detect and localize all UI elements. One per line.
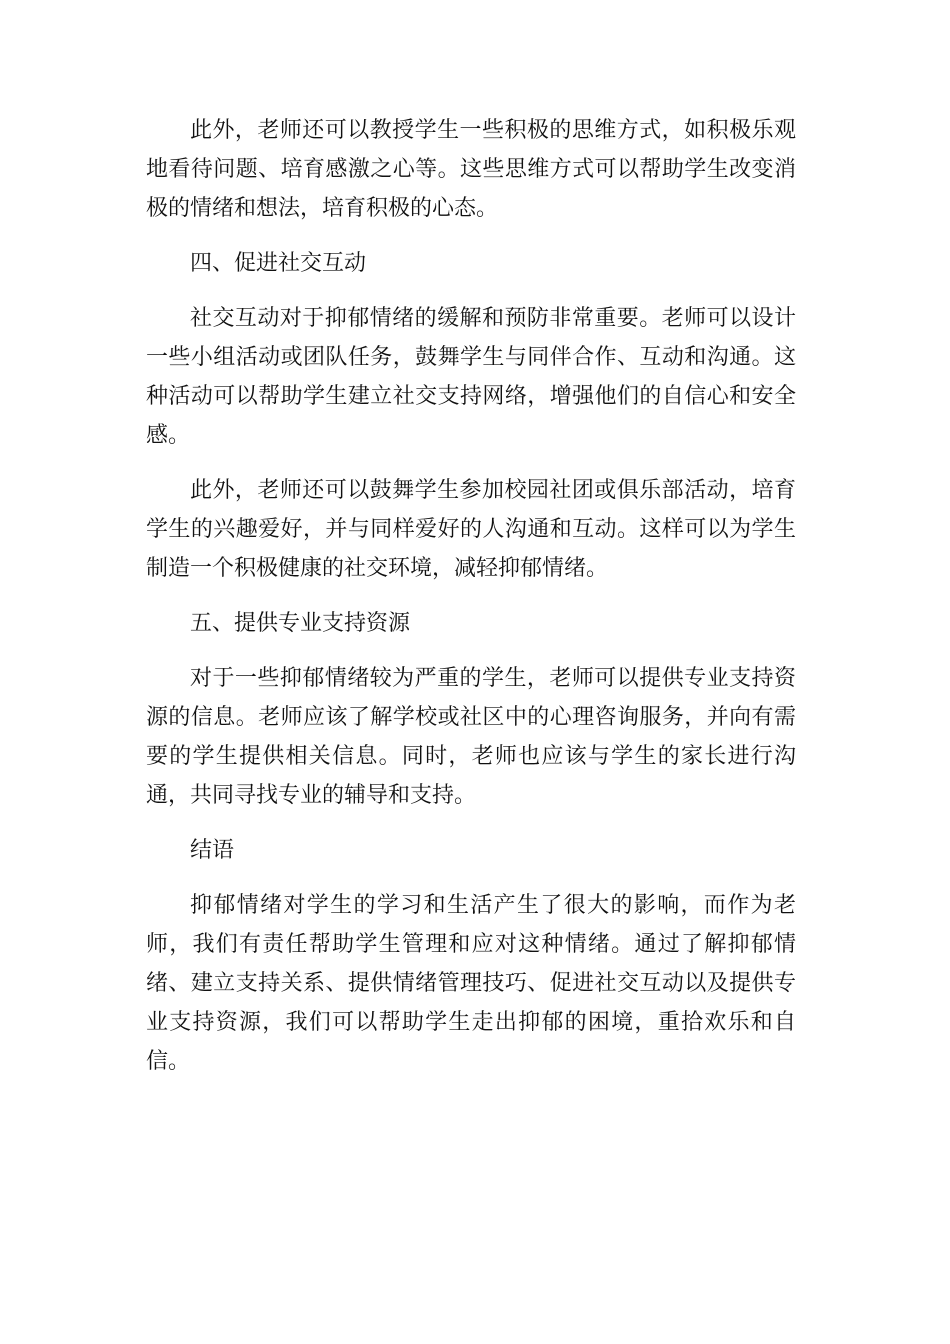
- paragraph-conclusion: 抑郁情绪对学生的学习和生活产生了很大的影响，而作为老师，我们有责任帮助学生管理和应对这种情绪。通过了解抑郁情绪、建立支持关系、提供情绪管理技巧、促进社交互动以及提供专业支持资源，我们可以帮助学生走出抑郁的困境，重拾欢乐和自信。: [146, 893, 796, 1074]
- section-heading-social-interaction: 四、促进社交互动: [190, 251, 367, 276]
- paragraph-thinking-methods: 此外，老师还可以教授学生一些积极的思维方式，如积极乐观地看待问题、培育感激之心等。这些思维方式可以帮助学生改变消极的情绪和想法，培育积极的心态。: [146, 118, 796, 221]
- document-body: [146, 111, 796, 1097]
- paragraph-clubs: 此外，老师还可以鼓舞学生参加校园社团或俱乐部活动，培育学生的兴趣爱好，并与同样爱好的人沟通和互动。这样可以为学生制造一个积极健康的社交环境，减轻抑郁情绪。: [146, 478, 796, 581]
- section-heading-conclusion: 结语: [190, 838, 235, 863]
- section-heading-professional-support: 五、提供专业支持资源: [190, 611, 411, 636]
- paragraph-professional-resources: 对于一些抑郁情绪较为严重的学生，老师可以提供专业支持资源的信息。老师应该了解学校或社区中的心理咨询服务，并向有需要的学生提供相关信息。同时，老师也应该与学生的家长进行沟通，共同寻找专业的辅导和支持。: [146, 666, 796, 808]
- paragraph-social-activities: 社交互动对于抑郁情绪的缓解和预防非常重要。老师可以设计一些小组活动或团队任务，鼓舞学生与同伴合作、互动和沟通。这种活动可以帮助学生建立社交支持网络，增强他们的自信心和安全感。: [146, 306, 796, 448]
